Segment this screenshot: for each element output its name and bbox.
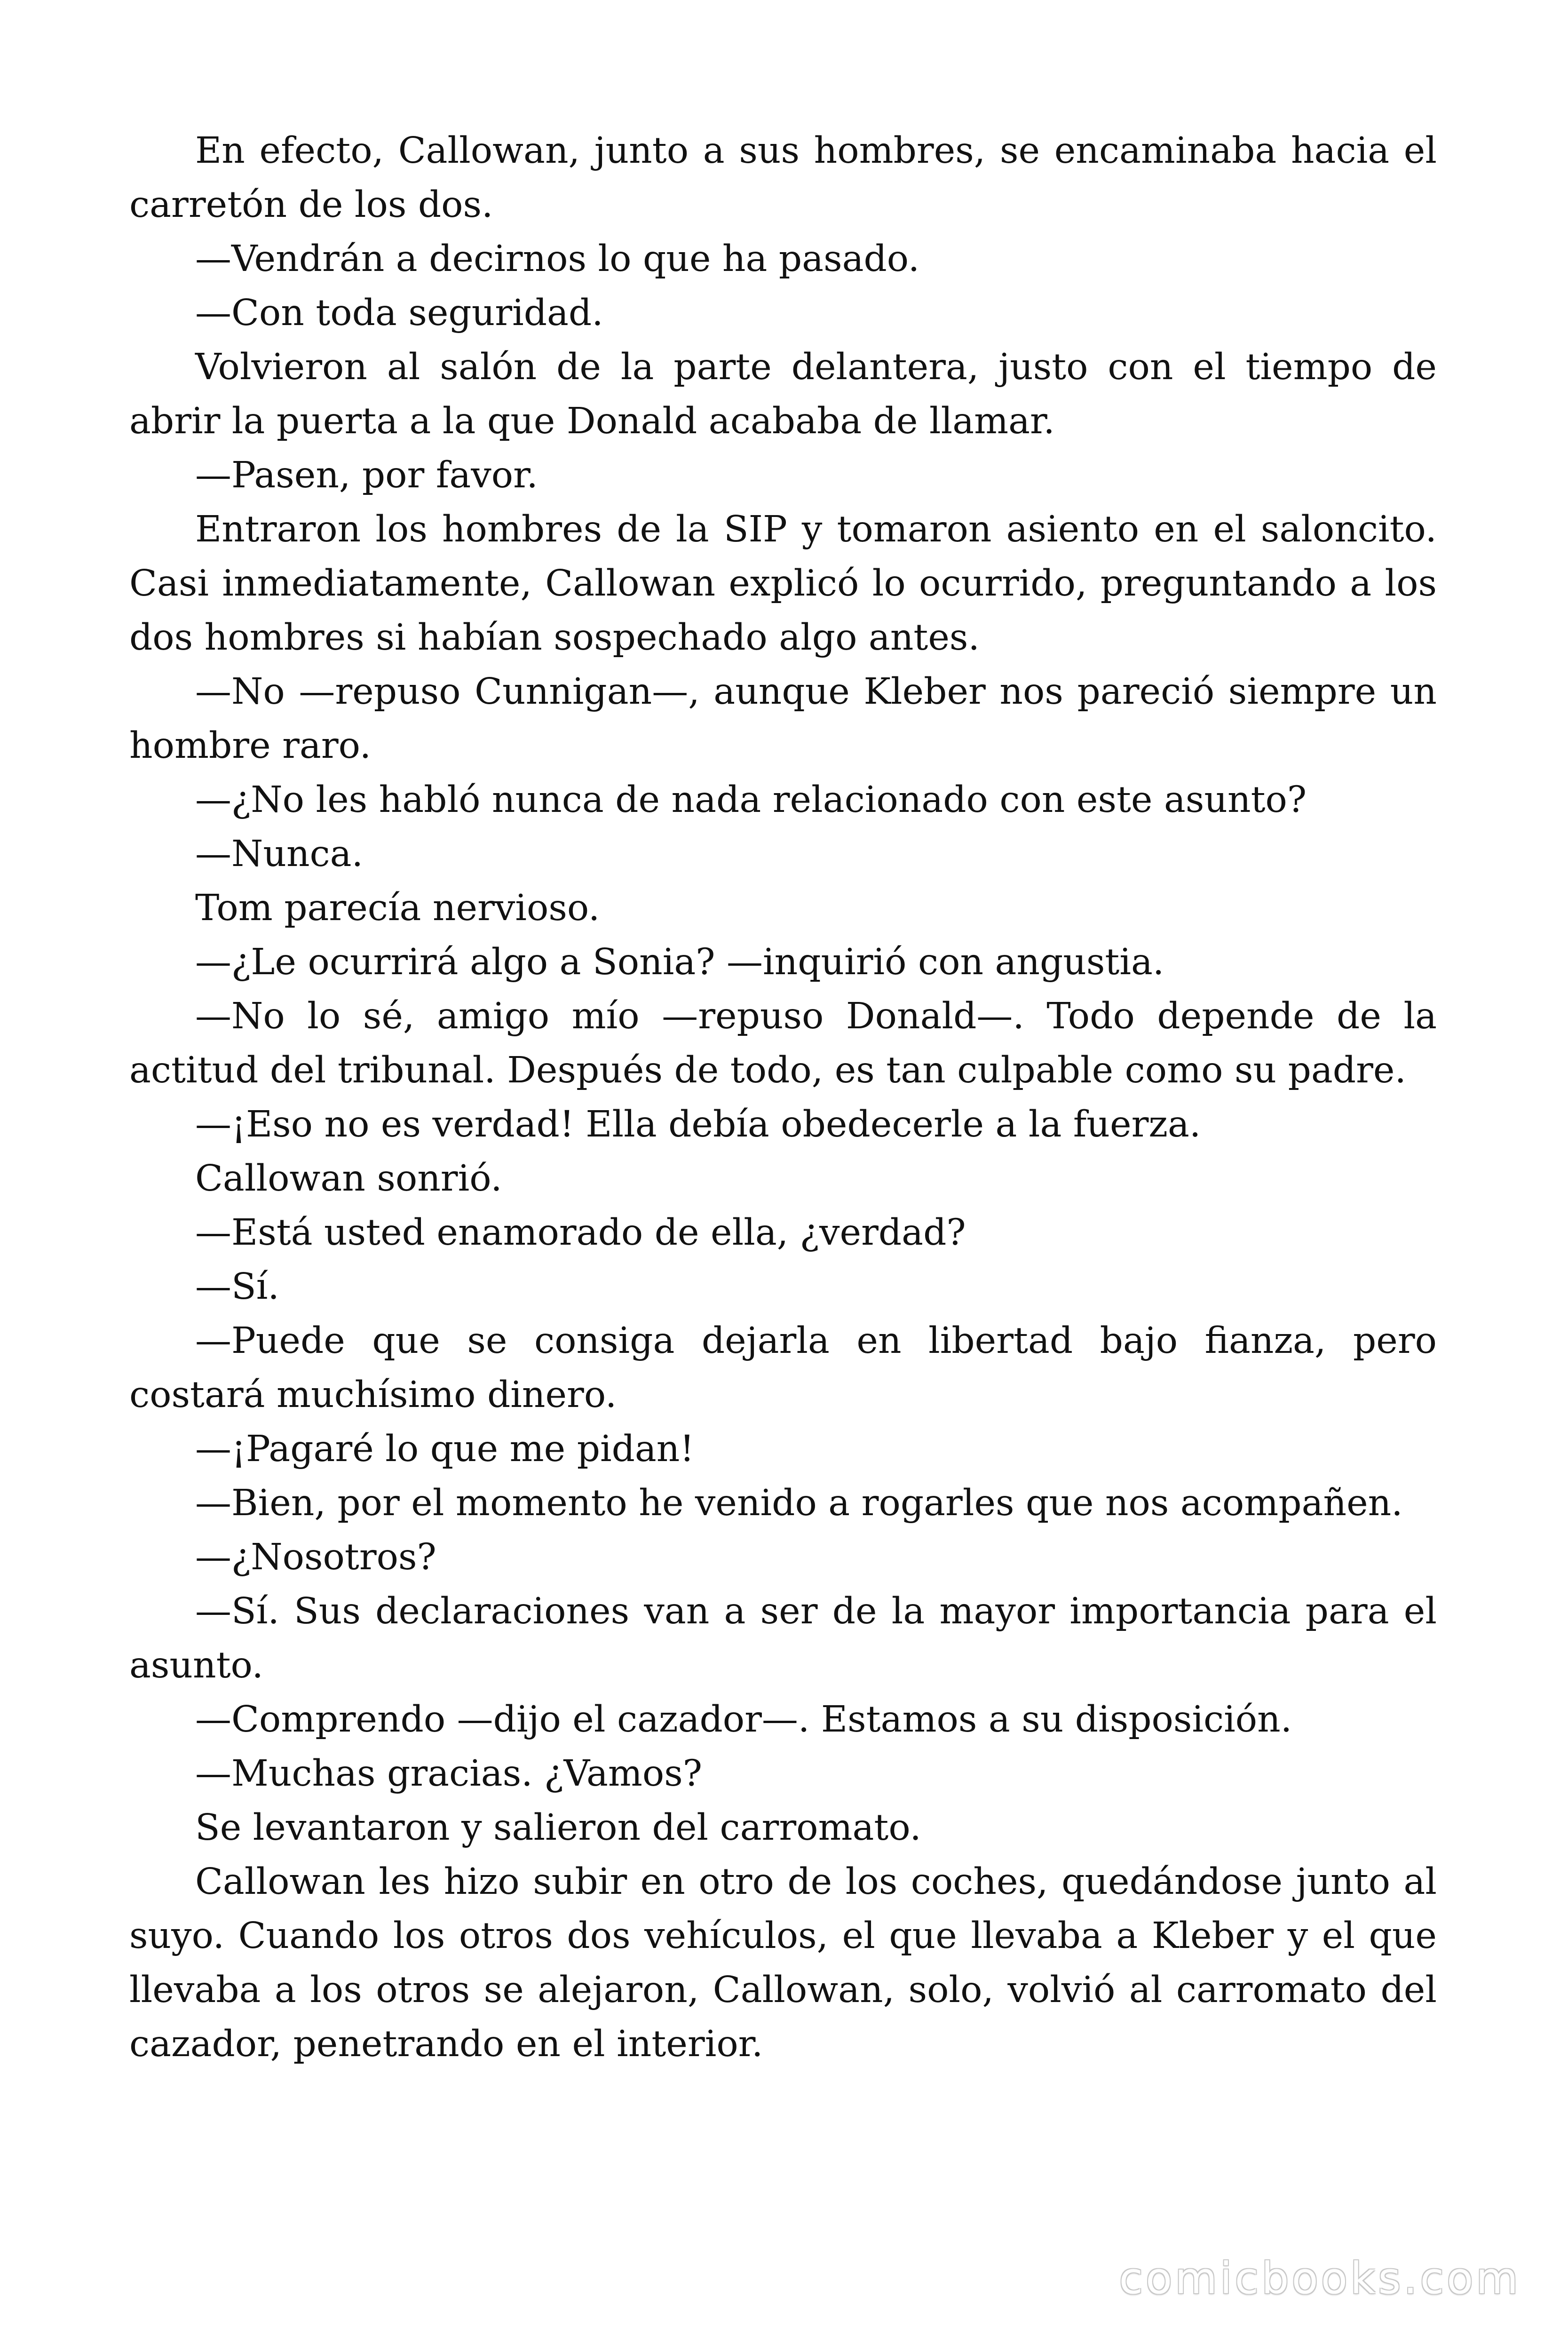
paragraph: Tom parecía nervioso. — [195, 887, 600, 929]
paragraph: —No lo sé, amigo mío —repuso Donald—. Todo depende de la actitud del tribunal. Después de todo, es tan culpable como su padre. — [129, 995, 1437, 1091]
paragraph: —Muchas gracias. ¿Vamos? — [195, 1753, 703, 1795]
paragraph: Callowan les hizo subir en otro de los coches, quedándose junto al suyo. Cuando los otros dos vehículos, el que llevaba a Kleber y el que llevaba a los otros se alejaron, Callowan, solo, volvió al carromato del cazador, penetrando en el interior. — [129, 1861, 1437, 2065]
paragraph: —Con toda seguridad. — [195, 292, 603, 334]
paragraph: —Está usted enamorado de ella, ¿verdad? — [195, 1212, 966, 1254]
paragraph: Callowan sonrió. — [195, 1158, 502, 1200]
paragraph: —¿No les habló nunca de nada relacionado con este asunto? — [195, 779, 1307, 821]
paragraph: —Pasen, por favor. — [195, 454, 538, 496]
paragraph: —¿Le ocurrirá algo a Sonia? —inquirió con angustia. — [195, 941, 1164, 983]
paragraph: —Vendrán a decirnos lo que ha pasado. — [195, 238, 920, 280]
paragraph: —Sí. — [195, 1266, 279, 1308]
paragraph: —Bien, por el momento he venido a rogarles que nos acompañen. — [195, 1482, 1403, 1524]
paragraph: —Puede que se consiga dejarla en libertad bajo fianza, pero costará muchísimo dinero. — [129, 1320, 1437, 1416]
paragraph: —Nunca. — [195, 833, 364, 875]
paragraph: Volvieron al salón de la parte delantera, justo con el tiempo de abrir la puerta a la que Donald acababa de llamar. — [129, 346, 1437, 442]
body-text — [129, 124, 1437, 2071]
paragraph: —¿Nosotros? — [195, 1536, 436, 1578]
paragraph: En efecto, Callowan, junto a sus hombres, se encaminaba hacia el carretón de los dos. — [129, 130, 1437, 226]
paragraph: —¡Eso no es verdad! Ella debía obedecerle a la fuerza. — [195, 1104, 1201, 1145]
paragraph: Entraron los hombres de la SIP y tomaron asiento en el saloncito. Casi inmediatamente, Callowan explicó lo ocurrido, preguntando a los dos hombres si habían sospechado algo antes. — [129, 509, 1437, 659]
paragraph: —Comprendo —dijo el cazador—. Estamos a su disposición. — [195, 1699, 1292, 1740]
paragraph: Se levantaron y salieron del carromato. — [195, 1807, 921, 1849]
watermark: comicbooks.com — [1119, 2253, 1521, 2304]
paragraph: —No —repuso Cunnigan—, aunque Kleber nos pareció siempre un hombre raro. — [129, 671, 1437, 767]
paragraph: —¡Pagaré lo que me pidan! — [195, 1428, 695, 1470]
paragraph: —Sí. Sus declaraciones van a ser de la mayor importancia para el asunto. — [129, 1590, 1437, 1686]
